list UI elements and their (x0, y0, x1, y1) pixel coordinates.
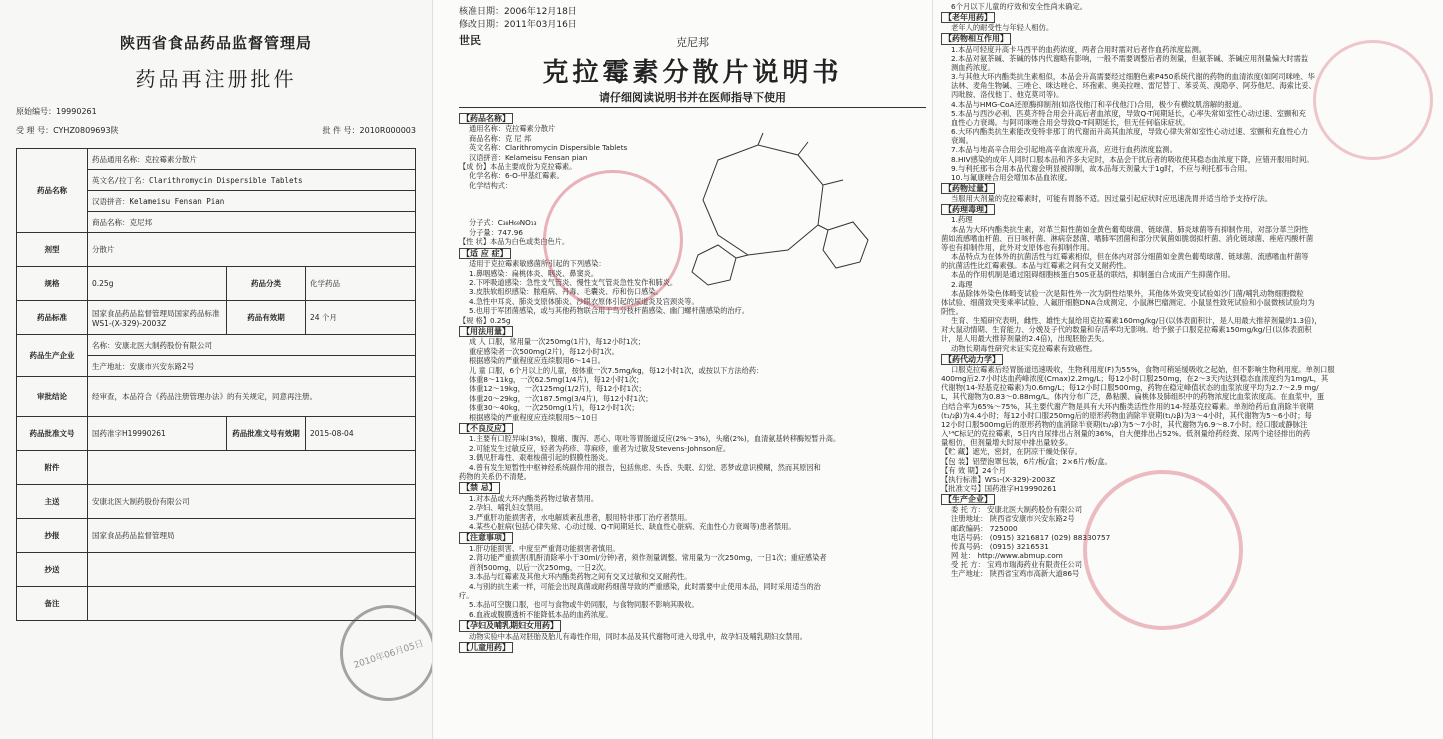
maker-address-value: 安康市兴安东路2号 (129, 361, 195, 371)
text-line: 5.本品与西沙必利、匹莫齐特合用会升高后者血浓度，导致Q-T间期延长，心率失常如室性心动过速、室颤和充 (951, 108, 1306, 118)
text-line: 体试验、细菌致突变乘率试验、人氟肝细胞DNA合成测定、小鼠淋巴瘤测定、小鼠显性致死试验和小鼠微核试验均为 (941, 297, 1315, 307)
text-line: 适用于克拉霉素敏感菌所引起的下列感染： (469, 259, 606, 269)
text-line: 成 人 口服，常用量一次250mg(1片)，每12小时1次； (469, 337, 645, 347)
generic-name-value: 克拉霉素分散片 (144, 154, 197, 164)
section-heading (941, 182, 1435, 194)
orig-no-label: 原始编号： (16, 107, 56, 116)
category-label: 药品分类 (227, 267, 306, 301)
leaflet-title: 克拉霉素分散片说明书 (542, 58, 843, 88)
text-line: 【执行标准】WS₁-(X-329)-2003Z (941, 474, 1056, 484)
text-line: 3.与其他大环内酯类抗生素相似，本品会升高需要经过细胞色素P450系统代谢的药物的血清浓度(如阿司咪唑、华 (951, 72, 1315, 82)
text-line: 委 托 方： 安康北医大制药股份有限公司 (951, 505, 1083, 515)
text-line: 4.本品与HMG-CoA还原酶抑制剂(如洛伐他汀和辛伐他汀)合用，极少有横纹肌溶解的报道。 (951, 99, 1247, 109)
text-line: 化学结构式： (469, 180, 513, 190)
text-line: 7.本品与地高辛合用会引起地高辛血浓度升高，应进行血药浓度监测。 (951, 145, 1177, 155)
pinyin-value: Kelameisu Fensan Pian (129, 196, 225, 206)
text-line: 动物实验中本品对胚胎及胎儿有毒性作用，同时本品及其代谢物可进入母乳中，故孕妇及哺乳期妇女禁用。 (469, 631, 807, 641)
text-line: 本品的作用机制是通过阻碍细胞核蛋白50S亚基的联结，抑制蛋白合成而产生抑菌作用。 (951, 270, 1235, 280)
red-seal-large (1083, 470, 1243, 630)
text-line: 动物长期毒性研究未证实克拉霉素有致癌性。 (951, 343, 1097, 353)
text-line: 等也有抑制作用，此外对支原体也有抑制作用。 (941, 242, 1095, 252)
english-name-value: Clarithromycin Dispersible Tablets (149, 175, 303, 185)
spec-value: 0.25g (88, 267, 227, 301)
text-line: 英文名称：Clarithromycin Dispersible Tablets (469, 143, 628, 153)
section-heading (459, 422, 926, 434)
text-line: 的抗菌活性比红霉素强。本品与红霉素之间有交叉耐药性。 (941, 261, 1131, 271)
text-line: 药物的关系仍不清楚。 (459, 472, 531, 482)
text-line: 【性 状】本品为白色或类白色片。 (459, 237, 570, 247)
section-heading-label: 【药品名称】 (459, 113, 513, 124)
text-line: 5.本品可空腹口服，也可与食物或牛奶同服，与食物同服不影响其吸收。 (469, 600, 699, 610)
row-label-cc: 抄送 (17, 553, 88, 587)
approval-validity-value: 2015-08-04 (306, 417, 416, 451)
text-line: 2.肾功能严重损害(肌酐清除率小于30ml/分钟)者，须作剂量调整。常用量为一次250mg，一日1次；重症感染者 (469, 553, 827, 563)
text-line: 网 址： http://www.abmup.com (951, 551, 1063, 561)
cc-value (88, 553, 416, 587)
text-line: 1.药理 (951, 215, 973, 225)
text-line: 2.下呼吸道感染：急性支气管炎、慢性支气管炎急性发作和肺炎。 (469, 277, 678, 287)
accept-no-value: CYHZ0809693陕 (53, 126, 119, 135)
text-line: 4.某些心脏病(包括心律失常、心动过缓、Q-T间期延长、缺血性心脏病、充血性心力衰竭等)患者禁用。 (469, 522, 796, 532)
text-line: 量相仿，但剂量增大时尿中排出量较多。 (941, 438, 1073, 448)
leaflet-page-1 (432, 0, 932, 739)
official-seal (340, 605, 432, 701)
text-line: 受 托 方： 宝鸡市瑞海药业有限责任公司 (951, 560, 1083, 570)
maker-name-label: 名称： (92, 340, 115, 350)
red-seal (543, 170, 683, 310)
text-line: 1.对本品或大环内酯类药物过敏者禁用。 (469, 493, 599, 503)
row-label-main-recipient: 主送 (17, 485, 88, 519)
row-label-standard: 药品标准 (17, 301, 88, 335)
text-line: L，其代谢物为0.83～0.88mg/L。体内分布广泛，鼻粘膜、扁桃体及肺组织中的药物浓度比血浆浓度高。在血浆中，蛋 (941, 392, 1325, 402)
section-heading (459, 619, 926, 631)
text-line: 2.本品对氨茶碱、茶碱的体内代谢略有影响，一般不需要调整后者的剂量，但氨茶碱、茶碱应用剂量偏大时需监 (951, 53, 1309, 63)
text-line: 【规 格】0.25g (459, 315, 511, 325)
text-line: 3.本品与红霉素及其他大环内酯类药物之间有交叉过敏和交叉耐药性。 (469, 572, 692, 582)
text-line: 衰竭。 (951, 136, 973, 146)
text-line: 化学名称：6-O-甲基红霉素。 (469, 171, 564, 181)
maker-name-value: 安康北医大制药股份有限公司 (114, 340, 212, 350)
text-line: 体重8～11kg，一次62.5mg(1/4片)，每12小时1次； (469, 374, 644, 384)
section-heading (941, 203, 1435, 215)
revise-date: 修改日期：2011年03月16日 (459, 20, 577, 30)
text-line: 口服克拉霉素后经胃肠道迅速吸收，生物利用度(F)为55%，食物可稍延缓吸收之起始，但不影响生物利用度。单剂口服 (951, 364, 1335, 374)
text-line: 对大鼠动情期、生育能力、分娩及子代的数量和存活率均无影响。给予猴子口服克拉霉素150mg/kg/日(以体表面积 (941, 325, 1312, 335)
text-line: 5.也用于军团菌感染，或与其他药物联合用于鸟分枝杆菌感染、幽门螺杆菌感染的治疗。 (469, 306, 749, 316)
section-heading-label: 【注意事项】 (459, 532, 513, 543)
trade-name-label: 商品名称： (92, 217, 130, 227)
english-name-label: 英文名/拉丁名： (92, 175, 150, 185)
text-line: 测血药浓度。 (951, 62, 995, 72)
leaflet-page-2 (932, 0, 1443, 739)
text-line: 6个月以下儿童的疗效和安全性尚未确定。 (951, 2, 1087, 11)
section-heading-label: 【适 应 症】 (459, 248, 511, 259)
text-line: 当服用大剂量的克拉霉素时，可能有胃肠不适。因过量引起症状时应迅速洗胃并适当给予支持疗法。 (951, 194, 1273, 204)
text-line: 儿 童 口服，6个月以上的儿童，按体重一次7.5mg/kg，每12小时1次，或按以下方法给药： (469, 365, 764, 375)
approval-number-value: 国药准字H19990261 (88, 417, 227, 451)
text-line: 生产地址： 陕西省宝鸡市高新大道86号 (951, 569, 1080, 579)
registration-approval-page (0, 0, 432, 739)
approval-validity-label: 药品批准文号有效期 (227, 417, 306, 451)
accept-no-label: 受 理 号： (16, 126, 54, 135)
structure-formula-diagram (678, 130, 878, 290)
text-line: 1.主要有口腔异味(3%)，腹痛、腹泻、恶心、呕吐等胃肠道反应(2%～3%)，头痛(2%)，血清氨基转移酶短暂升高。 (469, 434, 841, 444)
validity-value: 24 个月 (306, 301, 416, 335)
conclusion-value: 经审查，本品符合《药品注册管理办法》的有关规定，同意再注册。 (88, 377, 416, 417)
section-heading (459, 531, 926, 543)
row-label-approval-number: 药品批准文号 (17, 417, 88, 451)
form-value: 分散片 (88, 233, 416, 267)
text-line: 2.毒理 (951, 279, 973, 289)
section-heading (941, 11, 1435, 23)
text-line: 白结合率为65%～75%，其主要代谢产物是具有大环内酯类活性作用的14-羟基克拉霉素。单剂给药后血消除半衰期 (941, 401, 1314, 411)
text-line: 重症感染者一次500mg(2片)，每12小时1次。 (469, 346, 619, 356)
section-heading-label: 【不良反应】 (459, 423, 513, 434)
section-heading-label: 【药理毒理】 (941, 204, 995, 215)
text-line: 体重12～19kg，一次125mg(1/2片)，每12小时1次； (469, 384, 646, 394)
row-label-spec: 规格 (17, 267, 88, 301)
row-label-maker: 药品生产企业 (17, 335, 88, 377)
main-recipient-value: 安康北医大制药股份有限公司 (88, 485, 416, 519)
authority-title: 陕西省食品药品监督管理局 (119, 34, 312, 52)
section-heading (459, 112, 926, 124)
text-line: 汉语拼音：Kelameisu Fensan pian (469, 152, 588, 162)
row-label-drug-name: 药品名称 (17, 149, 88, 233)
row-label-attachment: 附件 (17, 451, 88, 485)
text-line: 2.孕妇、哺乳妇女禁用。 (469, 503, 548, 513)
text-line: 【批准文号】国药准字H19990261 (941, 483, 1057, 493)
text-line: 4.急性中耳炎、肺炎支原体肺炎、沙眼衣原体引起的尿道炎及宫颈炎等。 (469, 296, 699, 306)
text-line: 菌如流感嗜血杆菌、百日咳杆菌、淋病奈瑟菌、嗜肺军团菌和部分厌氧菌如脆弱拟杆菌、消化链球菌、痤疮丙酸杆菌 (941, 233, 1314, 243)
section-heading-label: 【老年用药】 (941, 12, 995, 23)
text-line: 【有 效 期】24个月 (941, 465, 1007, 475)
approval-no-value: 2010R000003 (359, 126, 416, 135)
generic-name-label: 药品通用名称： (92, 154, 145, 164)
section-heading-label: 【儿童用药】 (459, 642, 513, 653)
section-heading-label: 【药代动力学】 (941, 354, 1003, 365)
section-heading-label: 【禁 忌】 (459, 482, 500, 493)
pinyin-label: 汉语拼音： (92, 196, 130, 206)
leaflet-warning: 请仔细阅读说明书并在医师指导下使用 (459, 89, 926, 108)
report-value: 国家食品药品监督管理局 (88, 519, 416, 553)
text-line: 本品为大环内酯类抗生素，对革兰阳性菌如金黄色葡萄球菌、链球菌、肺炎球菌等有抑制作用，对部分革兰阴性 (951, 224, 1309, 234)
approve-date: 核准日期：2006年12月18日 (459, 7, 577, 17)
text-line: 6.血液或腹膜透析不能降低本品的血药浓度。 (469, 609, 613, 619)
text-line: 10.与氟康唑合用会增加本品血浓度。 (951, 172, 1073, 182)
row-label-report: 抄报 (17, 519, 88, 553)
text-line: 【成 份】本品主要成份为克拉霉素。 (459, 162, 577, 172)
text-line: 入¹⁴C标记的克拉霉素，5日内自尿排出占剂量的36%，自大便排出占52%。低剂量给药经粪、尿两个途径排出的药 (941, 429, 1311, 439)
text-line: 血性心力衰竭。与阿司咪唑合用会导致Q-T间期延长，但无任何临床症状。 (951, 117, 1190, 127)
orig-no-value: 19990261 (56, 107, 97, 116)
section-heading-label: 【药物相互作用】 (941, 33, 1011, 44)
attachment-value (88, 451, 416, 485)
text-line: 注册地址： 陕西省安康市兴安东路2号 (951, 514, 1075, 524)
original-number-row (16, 106, 416, 117)
text-line: 通用名称：克拉霉素分散片 (469, 124, 556, 134)
validity-label: 药品有效期 (227, 301, 306, 335)
section-heading (459, 641, 926, 653)
text-line: 3.偶见肝毒性、艰难梭菌引起的假膜性肠炎。 (469, 453, 613, 463)
text-line: 阴性。 (941, 307, 963, 316)
section-heading-label: 【生产企业】 (941, 494, 995, 505)
text-line: 12小时口服500mg后的原形药物的血消除半衰期(t₁/₂β)为5～7小时，其代谢物为6.9～8.7小时。经口服或静脉注 (941, 419, 1308, 429)
section-heading (459, 481, 926, 493)
text-line: 分子量：747.96 (469, 227, 523, 237)
text-line: 1.肝功能损害、中度至严重肾功能损害者慎用。 (469, 543, 620, 553)
text-line: 传真号码： (0915) 3216531 (951, 541, 1049, 551)
row-label-form: 剂型 (17, 233, 88, 267)
text-line: 分子式：C₃₈H₆₉NO₁₃ (469, 218, 537, 228)
text-line: 8.HIV感染的成年人同时口服本品和齐多夫定时，本品会干扰后者的吸收使其稳态血浓度下降，应错开服用时间。 (951, 154, 1314, 164)
text-line: 4.与别的抗生素一样，可能会出现真菌或耐药细菌导致的严重感染，此时需要中止使用本品，同时采用适当的治 (469, 581, 821, 591)
text-line: 根据感染的严重程度应连续服用5～10日 (469, 412, 598, 422)
maker-brand: 克尼邦 (676, 36, 709, 49)
accept-number-row (16, 125, 416, 136)
text-line: 3.皮肤软组织感染：脓疱病、丹毒、毛囊炎、疖和伤口感染。 (469, 287, 663, 297)
text-line: 法林、麦角生物碱、三唑仑、咪达唑仑、环孢素、奥美拉唑、雷尼替丁、苯妥英、溴隐亭、阿芬他尼、海索比妥、 (951, 81, 1316, 91)
standard-value: 国家食品药品监督管理局国家药品标准WS1-(X-329)-2003Z (88, 301, 227, 335)
trade-name-value: 克尼邦 (129, 217, 152, 227)
text-line: 400mg后2.7小时达血药峰浓度(Cmax)2.2mg/L；每12小时口服250mg，在2～3天内达到稳态血浓度约为1mg/L，其 (941, 374, 1329, 384)
approval-no-label: 批 件 号： (322, 126, 360, 135)
seal-date: 2010年06月05日 (352, 638, 425, 671)
text-line: 【包 装】铝塑泡罩包装，6片/板/盒；2×6片/板/盒。 (941, 456, 1112, 466)
brand-mark: 世民 (459, 34, 481, 47)
text-line: 本品除体外染色体畸变试验一次是阳性外一次为阴性结果外，其他体外致突变试验如沙门菌/哺乳动物细胞微粒 (951, 288, 1304, 298)
text-line: 1.本品可轻度升高卡马西平的血药浓度，两者合用时需对后者作血药浓度监测。 (951, 44, 1207, 54)
text-line: 本品特点为在体外的抗菌活性与红霉素相似，但在体内对部分细菌如金黄色葡萄球菌、链球菌、流感嗜血杆菌等 (951, 252, 1309, 262)
category-value: 化学药品 (306, 267, 416, 301)
section-heading-label: 【用法用量】 (459, 326, 513, 337)
text-line: 商品名称：克 尼 邦 (469, 133, 532, 143)
text-line: 生育、生殖研究表明，雌性、雄性大鼠给用克拉霉素160mg/kg/日(以体表面积计，是人用最大推荐剂量的1.3倍)， (951, 316, 1322, 326)
text-line: 疗。 (459, 590, 474, 600)
text-line: 9.与利托那韦合用本品代谢会明显被抑制，故本品每天剂量大于1g时，不应与利托那韦合用。 (951, 163, 1252, 173)
text-line: 4.曾有发生短暂性中枢神经系统副作用的报告，包括焦虑、头昏、失眠、幻觉、恶梦或意识模糊，然而其原因和 (469, 462, 821, 472)
text-line: 根据感染的严重程度应连续服用6～14日。 (469, 356, 605, 366)
text-line: 邮政编码： 725000 (951, 523, 1018, 533)
text-line: 体重20～29kg，一次187.5mg(3/4片)，每12小时1次； (469, 393, 653, 403)
text-line: 丙吡胺、洛伐他丁、他克莫司等)。 (951, 90, 1064, 100)
document-title: 药品再注册批件 (135, 67, 297, 91)
text-line: 【贮 藏】遮光，密封，在阴凉干燥处保存。 (941, 447, 1082, 457)
text-line: (t₁/₂β)为4.4小时；每12小时口服250mg后的原形药物血消除半衰期(t₁/₂β)为3～4小时，其代谢物为5～6小时；每 (941, 410, 1312, 420)
text-line: 电话号码： (0915) 3216817 (029) 88330757 (951, 532, 1111, 542)
text-line: 1.鼻咽感染：扁桃体炎、咽炎、鼻窦炎。 (469, 268, 599, 278)
section-heading-label: 【药物过量】 (941, 183, 995, 194)
section-heading (941, 353, 1435, 365)
red-seal-top (1313, 40, 1433, 160)
text-line: 计，是人用最大推荐剂量的2.4倍)，出现胚胎丢失。 (941, 334, 1109, 344)
row-label-remark: 备注 (17, 587, 88, 621)
maker-address-label: 生产地址： (92, 361, 130, 371)
section-heading (459, 325, 926, 337)
text-line: 2.可能发生过敏反应，轻者为药疹、荨麻疹，重者为过敏及Stevens-Johnson症。 (469, 443, 731, 453)
text-line: 体重30～40kg，一次250mg(1片)，每12小时1次； (469, 403, 639, 413)
text-line: 3.严重肝功能损害者，水电解质紊乱患者，服用特非那丁治疗者禁用。 (469, 512, 692, 522)
registration-table (16, 148, 416, 621)
text-line: 老年人的耐受性与年轻人相仿。 (951, 23, 1054, 33)
row-label-conclusion: 审批结论 (17, 377, 88, 417)
text-line: 6.大环内酯类抗生素能改变特非那丁的代谢而升高其血浓度，导致心律失常如室性心动过速、室颤和充血性心力 (951, 127, 1309, 137)
text-line: 代谢物(14-羟基克拉霉素)为0.6mg/L；每12小时口服500mg，药物在稳定峰值状态的血浆浓度平均为2.7～2.9 mg/ (941, 383, 1319, 393)
text-line: 首剂500mg，以后一次250mg，一日2次。 (469, 562, 611, 572)
section-heading-label: 【孕妇及哺乳期妇女用药】 (459, 620, 561, 631)
